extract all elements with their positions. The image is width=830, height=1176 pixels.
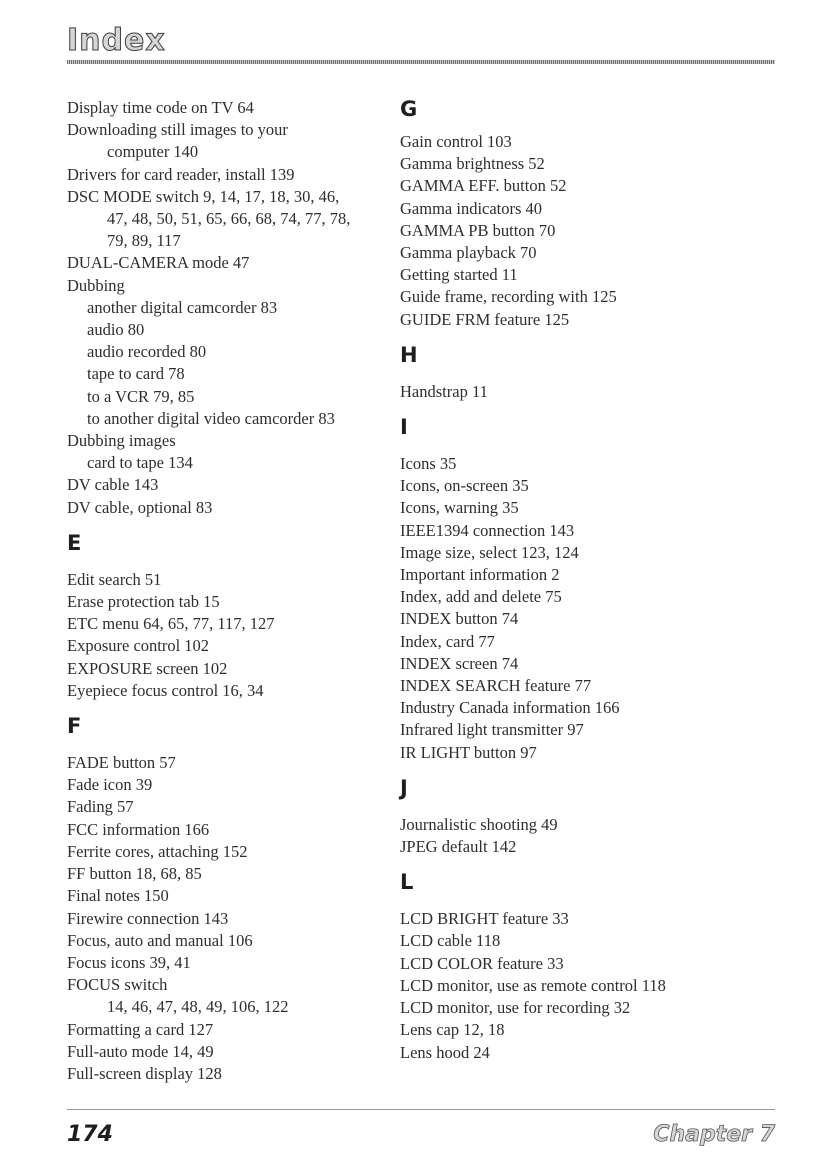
index-entry: Final notes 150: [67, 886, 169, 906]
index-entry: Drivers for card reader, install 139: [67, 164, 295, 184]
index-entry: Formatting a card 127: [67, 1019, 214, 1039]
index-entry: GAMMA PB button 70: [400, 220, 556, 240]
index-entry: LCD monitor, use as remote control 118: [400, 975, 666, 995]
page-number: 174: [67, 1122, 113, 1147]
index-entry: Dubbing images: [67, 431, 176, 451]
index-entry: LCD monitor, use for recording 32: [400, 998, 631, 1018]
index-subentry: to a VCR 79, 85: [87, 386, 195, 406]
index-entry: GUIDE FRM feature 125: [400, 309, 570, 329]
index-entry: GAMMA EFF. button 52: [400, 176, 567, 196]
index-entry: Eyepiece focus control 16, 34: [67, 680, 264, 700]
index-entry: ETC menu 64, 65, 77, 117, 127: [67, 614, 275, 634]
index-entry: Downloading still images to your: [67, 120, 288, 140]
index-entry: Lens cap 12, 18: [400, 1020, 505, 1040]
section-letter: E: [67, 530, 82, 555]
index-entry: Important information 2: [400, 565, 560, 585]
index-entry: IR LIGHT button 97: [400, 742, 537, 762]
index-entry: Index, add and delete 75: [400, 587, 562, 607]
footer-divider: [67, 1109, 775, 1110]
index-entry: FOCUS switch: [67, 975, 168, 995]
index-entry: IEEE1394 connection 143: [400, 520, 575, 540]
index-subentry: another digital camcorder 83: [87, 297, 278, 317]
index-subentry: card to tape 134: [87, 453, 193, 473]
index-entry: Dubbing: [67, 275, 125, 295]
section-letter: I: [400, 415, 408, 440]
index-entry: Edit search 51: [67, 569, 162, 589]
index-entry: Icons, on-screen 35: [400, 476, 529, 496]
index-entry: DV cable 143: [67, 475, 159, 495]
index-entry: Journalistic shooting 49: [400, 814, 558, 834]
index-entry: FF button 18, 68, 85: [67, 864, 202, 884]
index-entry: Index, card 77: [400, 631, 495, 651]
index-entry: Display time code on TV 64: [67, 98, 254, 117]
index-entry: Infrared light transmitter 97: [400, 720, 584, 740]
index-entry: Focus, auto and manual 106: [67, 930, 253, 950]
index-entry: Guide frame, recording with 125: [400, 287, 617, 307]
index-entry: Gamma brightness 52: [400, 154, 545, 174]
index-subentry: audio 80: [87, 320, 145, 340]
section-letter: F: [67, 714, 82, 739]
index-entry: FADE button 57: [67, 753, 176, 773]
index-entry: Getting started 11: [400, 265, 518, 285]
section-letter: G: [400, 97, 418, 121]
index-entry: Image size, select 123, 124: [400, 542, 579, 562]
index-entry: Gain control 103: [400, 132, 512, 151]
index-entry: Handstrap 11: [400, 381, 488, 401]
index-entry: Ferrite cores, attaching 152: [67, 841, 248, 861]
index-entry: computer 140: [107, 142, 199, 162]
index-entry: Erase protection tab 15: [67, 592, 220, 612]
index-entry: Gamma playback 70: [400, 243, 537, 263]
index-column-left: [67, 97, 397, 1085]
index-entry: Fading 57: [67, 797, 134, 817]
index-column-right: [400, 97, 780, 1064]
index-subentry: tape to card 78: [87, 364, 185, 384]
index-entry: LCD cable 118: [400, 931, 501, 951]
index-entry: Icons 35: [400, 454, 457, 474]
index-entry: Fade icon 39: [67, 775, 153, 795]
index-entry: Full-auto mode 14, 49: [67, 1041, 214, 1061]
section-letter: H: [400, 342, 418, 367]
index-entry: DV cable, optional 83: [67, 497, 213, 517]
index-entry: 14, 46, 47, 48, 49, 106, 122: [107, 997, 289, 1017]
index-entry: EXPOSURE screen 102: [67, 658, 228, 678]
index-entry: INDEX button 74: [400, 609, 519, 629]
index-entry: LCD COLOR feature 33: [400, 953, 564, 973]
index-entry: Exposure control 102: [67, 636, 210, 656]
index-subentry: audio recorded 80: [87, 342, 207, 362]
section-letter: J: [400, 775, 408, 800]
index-entry: Full-screen display 128: [67, 1063, 222, 1083]
index-entry: 79, 89, 117: [107, 231, 181, 251]
index-entry: Industry Canada information 166: [400, 698, 620, 718]
page-title: Index: [67, 23, 166, 58]
index-entry: DSC MODE switch 9, 14, 17, 18, 30, 46,: [67, 186, 340, 206]
index-entry: JPEG default 142: [400, 837, 517, 857]
index-entry: Firewire connection 143: [67, 908, 229, 928]
index-entry: FCC information 166: [67, 819, 210, 839]
section-letter: L: [400, 870, 414, 895]
index-entry: Focus icons 39, 41: [67, 952, 191, 972]
index-entry: DUAL-CAMERA mode 47: [67, 253, 250, 273]
index-entry: 47, 48, 50, 51, 65, 66, 68, 74, 77, 78,: [107, 209, 351, 229]
index-entry: LCD BRIGHT feature 33: [400, 909, 569, 929]
index-entry: Lens hood 24: [400, 1042, 490, 1062]
title-divider: [67, 60, 775, 64]
index-entry: Icons, warning 35: [400, 498, 519, 518]
index-entry: INDEX screen 74: [400, 653, 519, 673]
chapter-label: Chapter 7: [653, 1122, 775, 1147]
index-entry: Gamma indicators 40: [400, 198, 543, 218]
index-entry: INDEX SEARCH feature 77: [400, 676, 592, 696]
index-subentry: to another digital video camcorder 83: [87, 408, 335, 428]
